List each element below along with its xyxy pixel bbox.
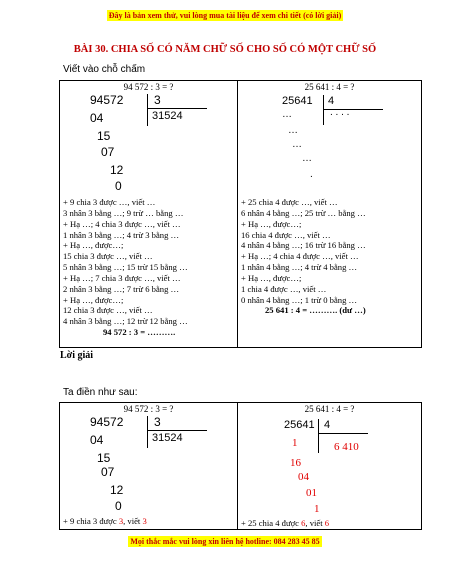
row-3: 07 (101, 145, 115, 159)
right-heading: 25 641 : 4 = ? (304, 404, 355, 414)
row-dots-1: … (282, 109, 292, 120)
step-line: 4 nhân 3 bằng …; 12 trừ 12 bằng … (63, 316, 188, 327)
step-line: 1 chia 4 được …, viết … (241, 283, 327, 294)
hotline-banner: Mọi thắc mắc vui lòng xin liên hệ hotline: 084 283 45 85 (130, 537, 320, 546)
step-line: + Hạ …, được…; (63, 294, 124, 305)
row-4: 12 (110, 483, 124, 497)
dividend: 94572 (90, 415, 124, 429)
solution-table (59, 402, 422, 530)
step-line: 12 chia 3 được …, viết … (63, 305, 153, 316)
solution-intro: Ta điền như sau: (63, 387, 138, 398)
step-line: + Hạ …, được…; (241, 218, 302, 229)
right-answer-step (241, 518, 329, 529)
row-3: 07 (101, 465, 115, 479)
quotient: 31524 (152, 432, 183, 444)
row-2: 16 (290, 457, 301, 469)
step-text: , viết (123, 516, 143, 526)
step-line: 16 chia 4 được …, viết … (241, 229, 331, 240)
solution-right-cell (238, 403, 422, 530)
row-1: 04 (90, 433, 104, 447)
dividend: 25641 (282, 95, 313, 107)
left-heading: 94 572 : 3 = ? (123, 82, 174, 92)
row-dots-4: … (302, 153, 312, 164)
step-line: 4 nhân 4 bằng …; 16 trừ 16 bằng … (241, 240, 366, 251)
step-text: + 25 chia 4 được (241, 518, 302, 528)
step-line: + Hạ …, được…; (241, 272, 302, 283)
row-5: 0 (115, 499, 122, 513)
row-3: 04 (298, 471, 309, 483)
divisor: 3 (154, 415, 161, 429)
step-text: , viết (305, 518, 325, 528)
exercise-table (59, 80, 422, 348)
left-heading: 94 572 : 3 = ? (123, 404, 174, 414)
row-dots-3: … (292, 139, 302, 150)
row-5: 1 (314, 503, 320, 515)
divisor: 4 (324, 419, 331, 431)
step-line: 5 nhân 3 bằng …; 15 trừ 15 bằng … (63, 262, 188, 273)
divisor: 3 (154, 93, 161, 107)
lesson-title: BÀI 30. CHIA SỐ CÓ NĂM CHỮ SỐ CHO SỐ CÓ MỘT CHỮ SỐ (73, 44, 377, 55)
row-dots-5: . (310, 169, 313, 180)
step-line: + 25 chia 4 được …, viết … (241, 197, 338, 207)
quotient: 6 410 (334, 441, 359, 453)
row-2: 15 (97, 129, 111, 143)
step-line: + Hạ …; 7 chia 3 được …, viết … (63, 272, 181, 283)
left-steps (63, 197, 188, 338)
step-line: + Hạ …; 4 chia 4 được …, viết … (241, 251, 359, 262)
step-line: 1 nhân 3 bằng …; 4 trừ 3 bằng … (63, 229, 180, 240)
right-steps (241, 197, 366, 316)
row-dots-2: … (288, 125, 298, 136)
answer-value: 3 (118, 516, 124, 526)
step-line: + Hạ …; 4 chia 3 được …, viết … (63, 218, 181, 229)
step-line: 1 nhân 4 bằng …; 4 trừ 4 bằng … (241, 262, 358, 273)
exercise-left-cell (60, 81, 238, 348)
dividend: 25641 (284, 419, 315, 431)
step-line: 2 nhân 3 bằng …; 7 trừ 6 bằng … (63, 283, 180, 294)
row-5: 0 (115, 179, 122, 193)
divisor: 4 (328, 95, 335, 107)
step-line: + 9 chia 3 được …, viết … (63, 197, 156, 207)
instruction-text: Viết vào chỗ chấm (63, 64, 146, 75)
preview-banner: Đây là bản xem thử, vui lòng mua tài liệu để xem chi tiết (có lời giải) (108, 11, 342, 20)
step-line: 15 chia 3 được …, viết … (63, 251, 153, 262)
dividend: 94572 (90, 93, 124, 107)
left-answer-step (63, 516, 147, 527)
step-line: 3 nhân 3 bằng …; 9 trừ … bằng … (63, 207, 184, 218)
row-4: 12 (110, 163, 124, 177)
right-heading: 25 641 : 4 = ? (304, 82, 355, 92)
row-2: 15 (97, 451, 111, 465)
row-4: 01 (306, 487, 317, 499)
step-text: + 9 chia 3 được (63, 516, 119, 526)
answer-value: 6 (301, 518, 306, 528)
step-line: 6 nhân 4 bằng …; 25 trừ … bằng … (241, 207, 366, 218)
answer-value: 3 (142, 516, 147, 526)
quotient: 31524 (152, 110, 183, 122)
exercise-right-cell (238, 81, 422, 348)
step-line: 0 nhân 4 bằng …; 1 trừ 0 bằng … (241, 294, 358, 305)
row-1: 04 (90, 111, 104, 125)
solution-heading: Lời giải (60, 350, 94, 361)
row-1: 1 (292, 437, 298, 449)
step-line: + Hạ …, được…; (63, 240, 124, 251)
answer-value: 6 (324, 518, 330, 528)
result-line: 25 641 : 4 = ………. (dư …) (265, 305, 366, 316)
result-line: 94 572 : 3 = ………. (103, 327, 176, 338)
solution-left-cell (60, 403, 238, 530)
quotient-dots: . . . . (330, 107, 350, 118)
